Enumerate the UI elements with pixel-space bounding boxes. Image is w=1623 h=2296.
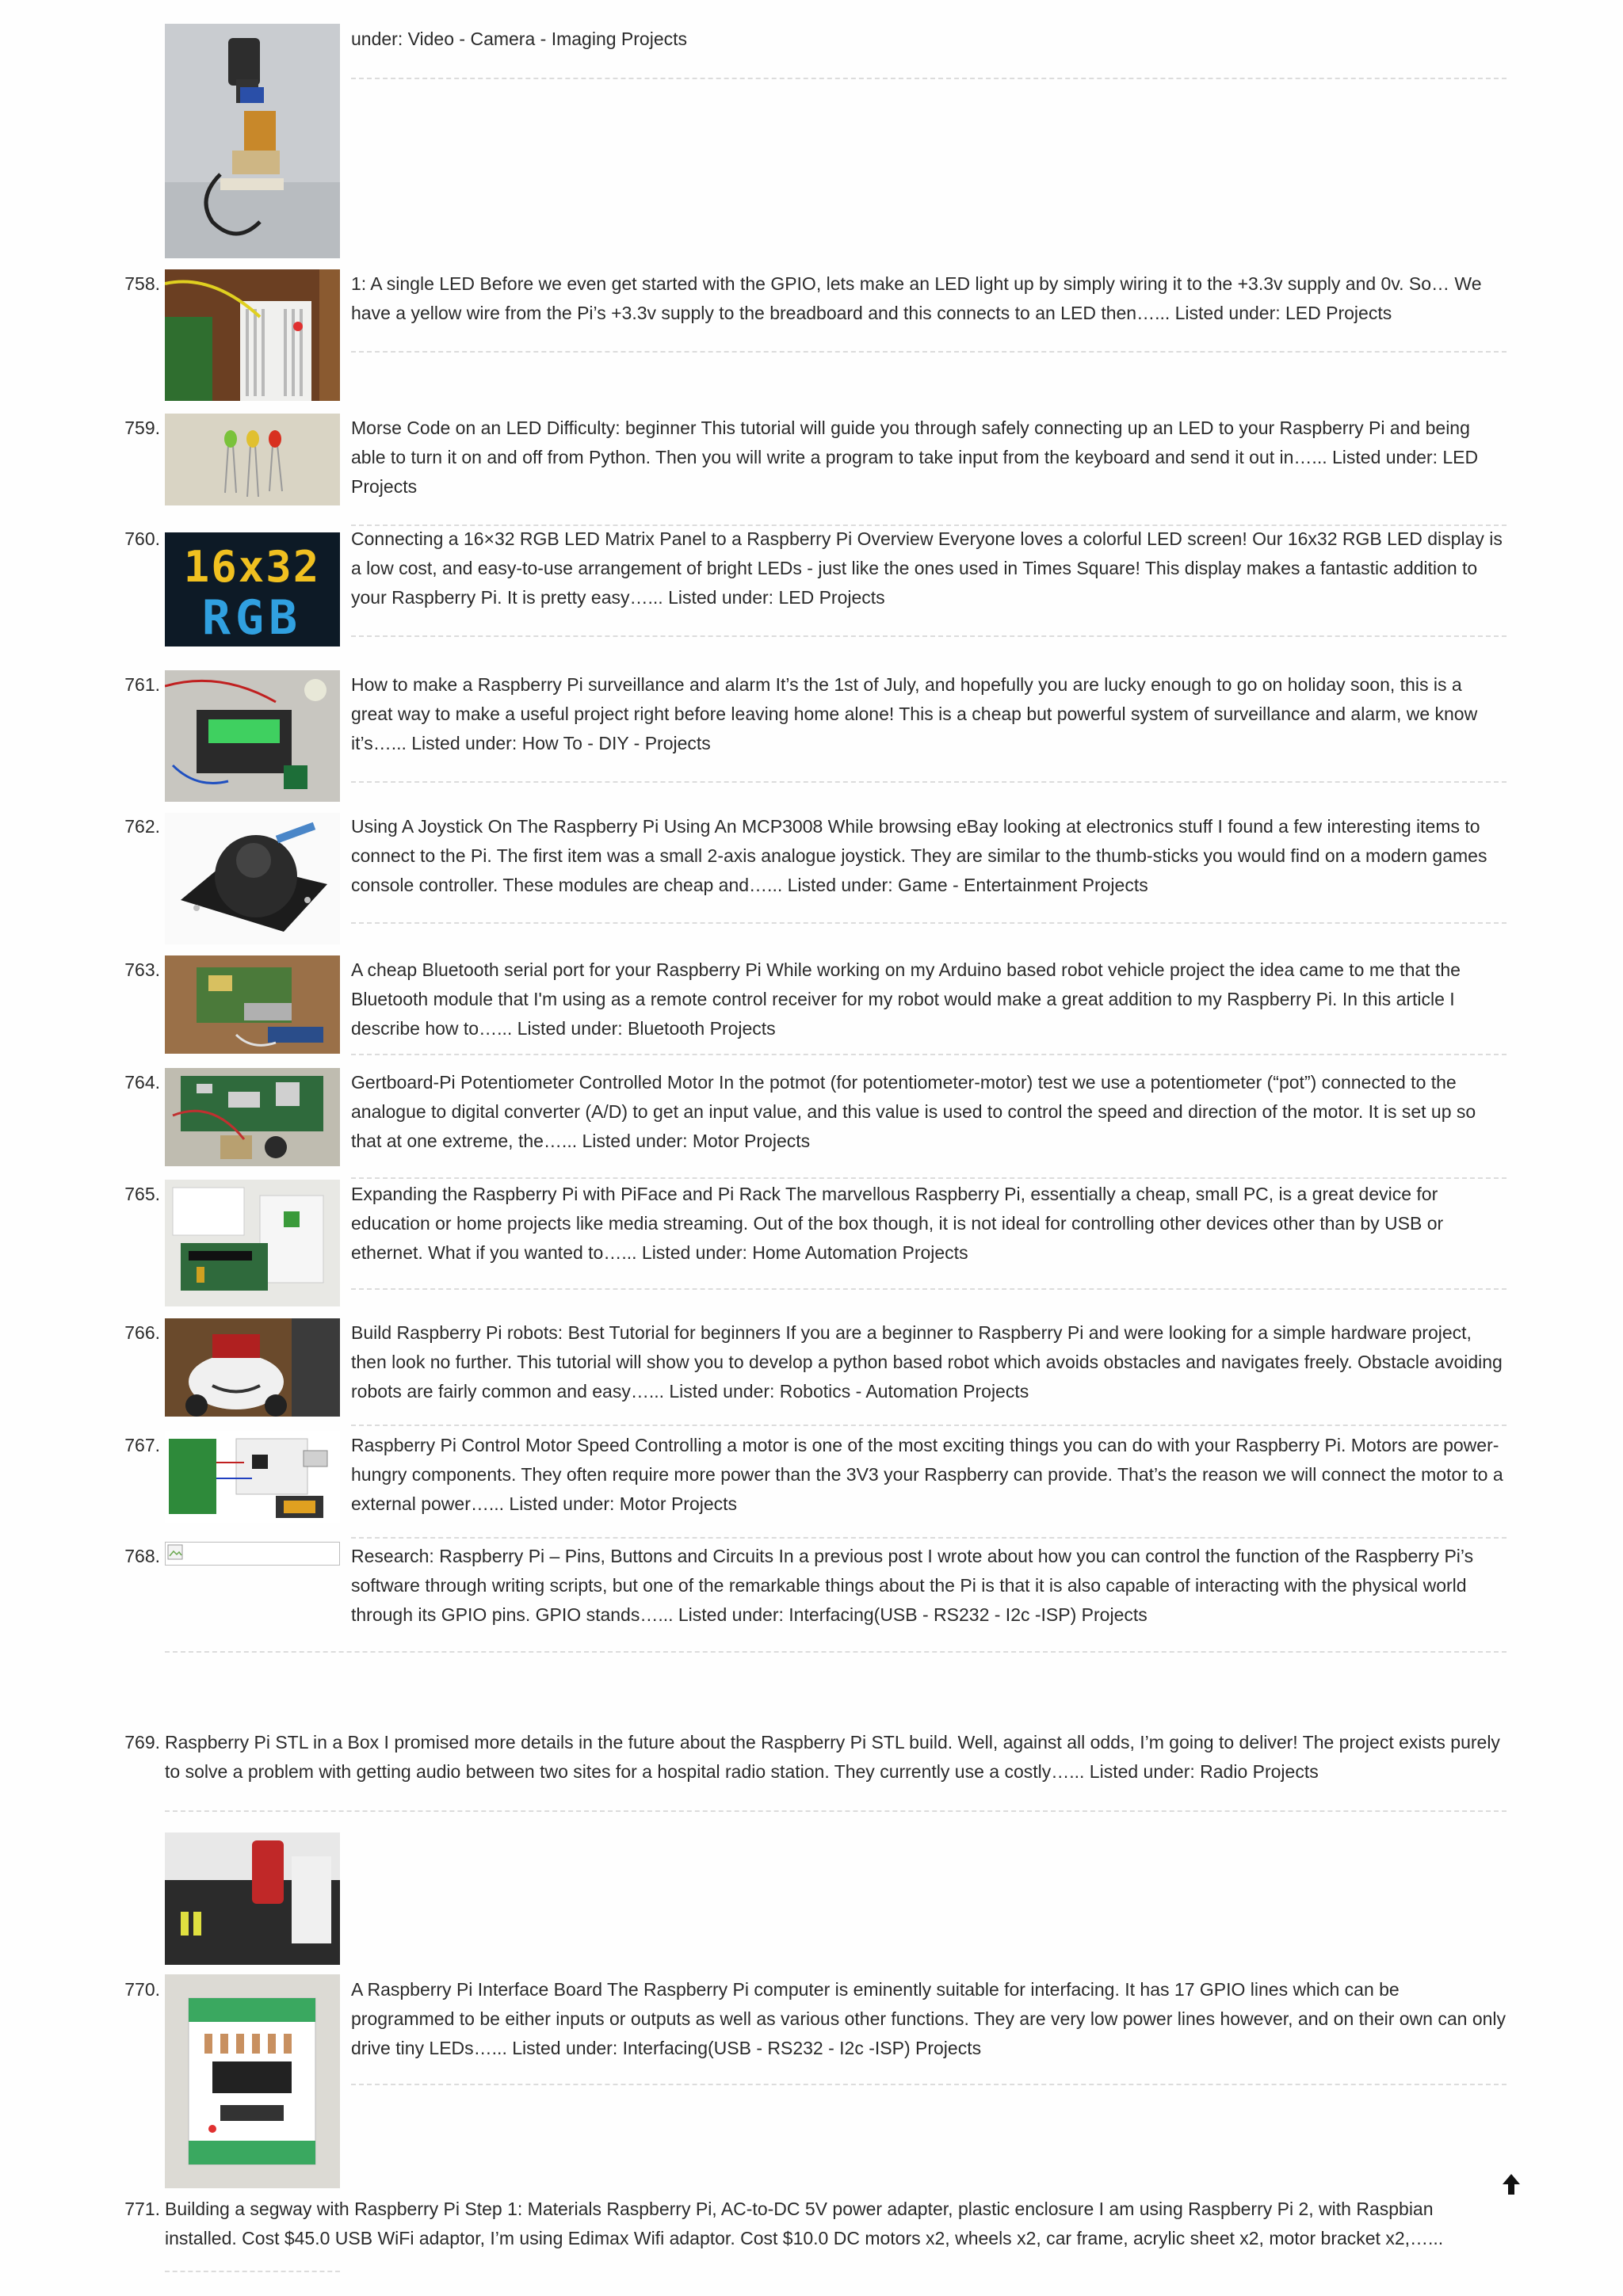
item-description[interactable]: Gertboard-Pi Potentiometer Controlled Motor In the potmot (for potentiometer-motor) test we use a potentiometer (“pot”) connected to the analogue to digital converter (A/D) to get an input value, and this value is used to control the speed and direction of the motor. It is set up so that at one extreme, the…... Listed under: Motor Projects xyxy=(351,1072,1476,1151)
item-separator xyxy=(351,78,1507,79)
item-description[interactable]: Morse Code on an LED Difficulty: beginner This tutorial will guide you through safely connecting up an LED to your Raspberry Pi and being able to turn it on and off from Python. Then you will write a program to take input from the keyboard and send it out in…... Listed under: LED Projects xyxy=(351,418,1479,497)
thumbnail-alarm-lcd[interactable] xyxy=(165,670,340,802)
thumbnail-motor-diagram[interactable] xyxy=(165,1431,340,1523)
item-number: 770. xyxy=(124,1979,160,2000)
item-separator xyxy=(351,922,1507,924)
up-arrow-icon[interactable] xyxy=(1501,2172,1522,2196)
thumbnail-gertboard[interactable] xyxy=(165,1068,340,1166)
item-separator xyxy=(351,781,1507,783)
item-description[interactable]: Raspberry Pi Control Motor Speed Controlling a motor is one of the most exciting things you can do with your Raspberry Pi. Motors are power-hungry components. They often require more power than the 3V3 your Raspberry can provide. That’s the reason we will connect the motor to a external power…... Listed under: Motor Projects xyxy=(351,1435,1503,1514)
item-number: 766. xyxy=(124,1322,160,1343)
item-description[interactable]: Expanding the Raspberry Pi with PiFace and Pi Rack The marvellous Raspberry Pi, essentially a cheap, small PC, is a great device for education or home projects like media streaming. Out of the box though, it is not ideal for controlling other devices other than by USB or ethernet. What if you wanted to…... Listed under: Home Automation Projects xyxy=(351,1184,1444,1263)
broken-image-icon[interactable] xyxy=(165,1542,340,1566)
item-number: 771. xyxy=(124,2199,160,2219)
item-separator xyxy=(165,1651,1507,1653)
item-description[interactable]: under: Video - Camera - Imaging Projects xyxy=(351,29,687,49)
thumbnail-piface[interactable] xyxy=(165,1180,340,1306)
item-separator xyxy=(351,2084,1507,2085)
matrix-text-bottom: RGB xyxy=(201,590,303,646)
item-separator xyxy=(165,1810,1507,1812)
item-number: 767. xyxy=(124,1435,160,1455)
thumbnail-radio-studio[interactable] xyxy=(165,1833,340,1965)
thumbnail-bluetooth-module[interactable] xyxy=(165,955,340,1054)
item-description[interactable]: A Raspberry Pi Interface Board The Raspberry Pi computer is eminently suitable for interfacing. It has 17 GPIO lines which can be programmed to be either inputs or outputs as well as various other functions. They are very low power lines however, and on their own can only drive tiny LEDs…... Listed under: Interfacing(USB - RS232 - I2c -ISP) Projects xyxy=(351,1979,1507,2058)
item-number: 764. xyxy=(124,1072,160,1093)
item-description[interactable]: 1: A single LED Before we even get started with the GPIO, lets make an LED light up by simply wiring it to the +3.3v supply and 0v. So… We have a yellow wire from the Pi’s +3.3v supply to the breadboard and this connects to an LED then…... Listed under: LED Projects xyxy=(351,273,1482,323)
item-separator xyxy=(351,1425,1507,1426)
item-number: 769. xyxy=(124,1732,160,1753)
item-number: 763. xyxy=(124,959,160,980)
thumbnail-interface-board[interactable] xyxy=(165,1974,340,2188)
item-number: 759. xyxy=(124,418,160,438)
thumbnail-joystick[interactable] xyxy=(165,813,340,944)
thumbnail-camera-rig[interactable] xyxy=(165,24,340,258)
item-separator xyxy=(351,351,1507,353)
item-description[interactable]: Building a segway with Raspberry Pi Step 1: Materials Raspberry Pi, AC-to-DC 5V power adapter, plastic enclosure I am using Raspberry Pi 2, with Raspbian installed. Cost $45.0 USB WiFi adaptor, I’m using Edimax Wifi adaptor. Cost $10.0 DC motors x2, wheels x2, car frame, acrylic sheet x2, motor bracket x2,…... xyxy=(165,2199,1444,2248)
thumbnail-leds[interactable] xyxy=(165,414,340,505)
item-separator xyxy=(351,1054,1507,1055)
item-description[interactable]: Raspberry Pi STL in a Box I promised more details in the future about the Raspberry Pi STL build. Well, against all odds, I’m going to deliver! The project exists purely to solve a problem with getting audio between two sites for a hospital radio station. They currently use a costly…... Listed under: Radio Projects xyxy=(165,1732,1500,1782)
item-number: 762. xyxy=(124,816,160,837)
item-description[interactable]: Connecting a 16×32 RGB LED Matrix Panel to a Raspberry Pi Overview Everyone loves a colorful LED screen! Our 16x32 RGB LED display is a low cost, and easy-to-use arrangement of bright LEDs - just like the ones used in Times Square! This display makes a fantastic addition to your Raspberry Pi. It is pretty easy…... Listed under: LED Projects xyxy=(351,528,1503,608)
thumbnail-led-matrix[interactable] xyxy=(165,532,340,646)
item-number: 768. xyxy=(124,1546,160,1566)
item-number: 765. xyxy=(124,1184,160,1204)
item-number: 758. xyxy=(124,273,160,294)
item-description[interactable]: Research: Raspberry Pi – Pins, Buttons and Circuits In a previous post I wrote about how you can control the function of the Raspberry Pi’s software through writing scripts, but one of the remarkable things about the Pi is that it is also capable of interacting with the physical world through its GPIO pins. GPIO stands…... Listed under: Interfacing(USB - RS232 - I2c -ISP) Projects xyxy=(351,1546,1474,1625)
item-separator xyxy=(165,2271,340,2272)
item-separator xyxy=(351,635,1507,637)
thumbnail-breadboard-led[interactable] xyxy=(165,269,340,401)
item-description[interactable]: Using A Joystick On The Raspberry Pi Using An MCP3008 While browsing eBay looking at electronics stuff I found a few interesting items to connect to the Pi. The first item was a small 2-axis analogue joystick. They are similar to the thumb-sticks you would find on a modern games console controller. These modules are cheap and…... Listed under: Game - Entertainment Projects xyxy=(351,816,1487,895)
item-separator xyxy=(351,1537,1507,1539)
item-number: 761. xyxy=(124,674,160,695)
item-separator xyxy=(351,1177,1507,1179)
matrix-text-top: 16x32 xyxy=(183,542,321,592)
item-description[interactable]: A cheap Bluetooth serial port for your Raspberry Pi While working on my Arduino based robot vehicle project the idea came to me that the Bluetooth module that I'm using as a remote control receiver for my robot would make a great addition to my Raspberry Pi. In this article I describe how to…... Listed under: Bluetooth Projects xyxy=(351,959,1461,1039)
item-separator xyxy=(351,1288,1507,1290)
item-number: 760. xyxy=(124,528,160,549)
item-description[interactable]: How to make a Raspberry Pi surveillance and alarm It’s the 1st of July, and hopefully you are lucky enough to go on holiday soon, this is a great way to make a useful project right before leaving home alone! This is a cheap but powerful system of surveillance and alarm, we know it’s…... Listed under: How To - DIY - Projects xyxy=(351,674,1478,753)
thumbnail-robot[interactable] xyxy=(165,1318,340,1417)
item-description[interactable]: Build Raspberry Pi robots: Best Tutorial for beginners If you are a beginner to Raspberry Pi and were looking for a simple hardware project, then look no further. This tutorial will show you to develop a python based robot which avoids obstacles and navigates freely. Obstacle avoiding robots are fairly common and easy…... Listed under: Robotics - Automation Projects xyxy=(351,1322,1503,1402)
